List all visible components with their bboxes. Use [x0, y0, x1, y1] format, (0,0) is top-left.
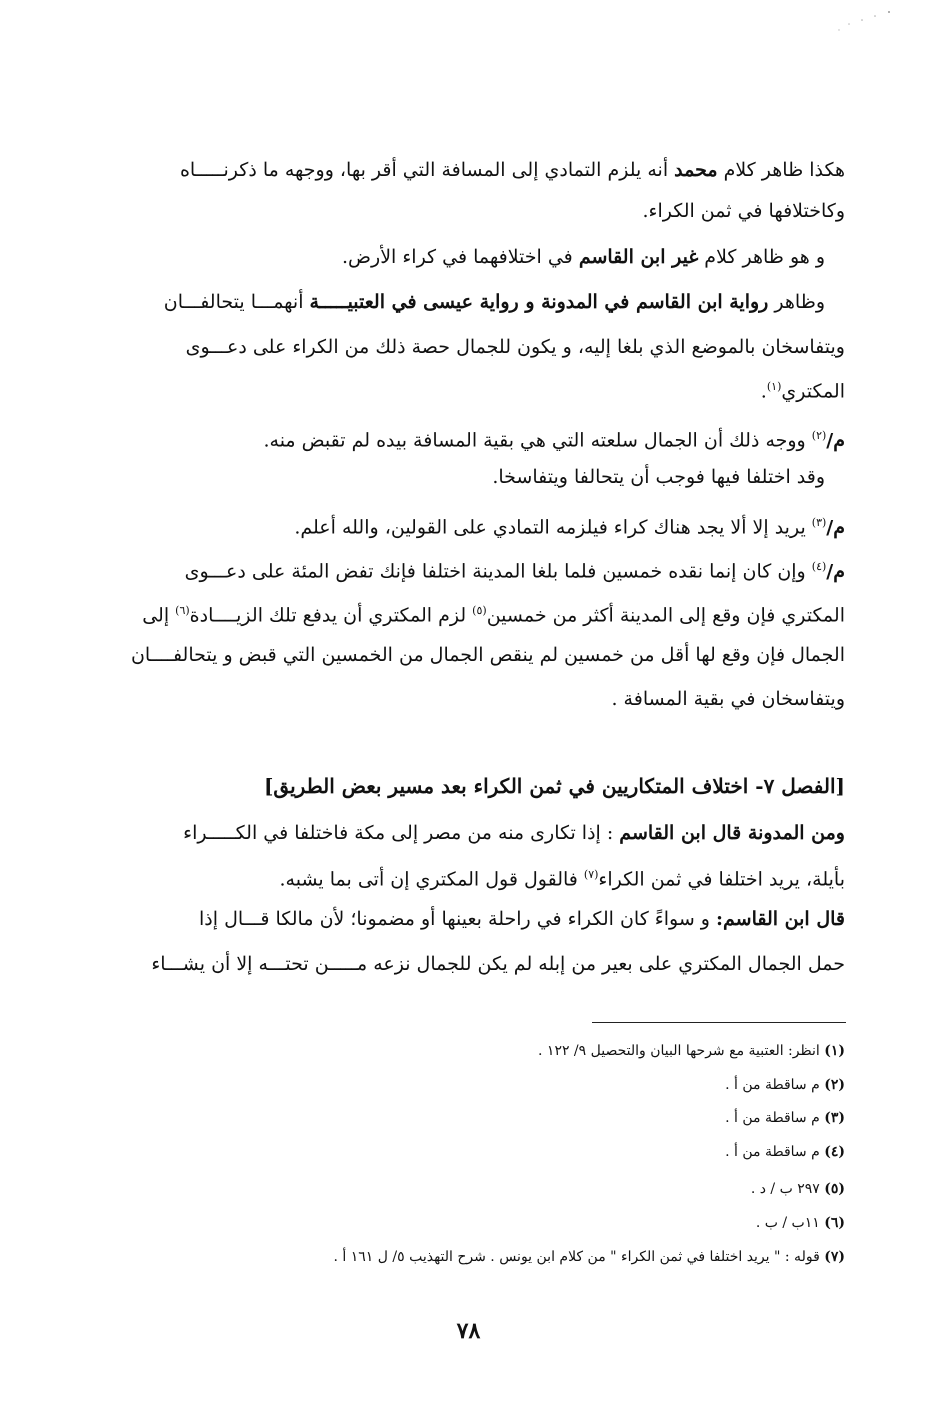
- text-span: أنه يلزم التمادي إلى المسافة التي أقر بها، ووجهه ما ذكرنـــــاه: [179, 159, 675, 181]
- heading-text: [الفصل ٧- اختلاف المتكاريين في ثمن الكراء بعد مسير بعض الطريق]: [263, 774, 845, 798]
- footnote-number: (٧): [824, 1249, 845, 1265]
- footnote-number: (٣): [824, 1110, 845, 1126]
- text-span: بأيلة، يريد اختلفا في ثمن الكراء: [598, 868, 845, 891]
- text-span: ويتفاسخان بالموضع الذي بلغا إليه، و يكون للجمال حصة ذلك من الكراء على دعـــوى: [185, 336, 845, 358]
- manuscript-marker: م/: [826, 516, 845, 539]
- footnote-ref[interactable]: (٧): [583, 868, 599, 881]
- footnote: [725, 1074, 845, 1096]
- footnote-number: (٥): [824, 1181, 845, 1197]
- footnote-ref[interactable]: (٥): [472, 604, 487, 617]
- bold-name: محمد: [674, 159, 718, 181]
- section-heading: [264, 771, 845, 801]
- text-span: و هو ظاهر كلام: [698, 246, 825, 268]
- footnote-number: (٦): [824, 1215, 845, 1231]
- footnote-text: م ساقطة من أ .: [725, 1110, 825, 1126]
- body-line: [761, 372, 845, 406]
- footnote-text: م ساقطة من أ .: [725, 1144, 825, 1160]
- footnote: [538, 1040, 845, 1062]
- text-span: إلى: [142, 604, 176, 627]
- footnote-ref[interactable]: (٢): [811, 429, 827, 442]
- text-span: أنهمـــا يتحالفـــان: [163, 291, 310, 313]
- footnote-divider: [592, 1022, 846, 1023]
- text-span: في اختلافهما في كراء الأرض.: [342, 246, 579, 268]
- manuscript-marker: م/: [826, 429, 845, 452]
- footnote-ref[interactable]: (٦): [175, 604, 190, 617]
- body-line: [164, 287, 825, 317]
- body-line: [263, 421, 845, 455]
- text-span: الجمال فإن وقع لها أقل من خمسين لم ينقص الجمال من الخمسين التي قبض و يتحالفــــان: [130, 644, 845, 666]
- body-line: [280, 860, 846, 894]
- bold-name: قال ابن القاسم:: [716, 908, 845, 930]
- footnote-ref[interactable]: (٣): [811, 516, 827, 529]
- footnote-text: ١١ب / ب .: [755, 1215, 825, 1231]
- body-line: [611, 684, 845, 714]
- bold-name: رواية ابن القاسم في المدونة و رواية عيسى في العتبيـــــة: [309, 291, 769, 313]
- footnote-number: (٤): [824, 1144, 845, 1160]
- body-line: [199, 904, 845, 934]
- body-line: [492, 462, 825, 492]
- text-span: وظاهر: [768, 291, 825, 313]
- footnote-number: (١): [824, 1043, 845, 1059]
- footnote: [751, 1178, 845, 1200]
- footnote: [725, 1107, 845, 1129]
- text-span: المكتري فإن وقع إلى المدينة أكثر من خمسين: [486, 604, 845, 627]
- footnote-ref[interactable]: (١): [766, 380, 782, 393]
- bold-name: غير ابن القاسم: [578, 246, 699, 268]
- body-line: [185, 552, 845, 586]
- page-number: ٧٨: [456, 1318, 481, 1344]
- body-line: [642, 196, 845, 226]
- footnote: [725, 1141, 845, 1163]
- text-span: يريد إلا ألا يجد هناك كراء فيلزمه التمادي على القولين، والله أعلم.: [294, 516, 812, 539]
- text-span: لزم المكتري أن يدفع تلك الزيــــادة: [189, 604, 473, 627]
- body-line: [186, 332, 845, 362]
- body-line: [294, 508, 845, 542]
- text-span: المكتري: [781, 380, 845, 403]
- footnote-number: (٢): [824, 1077, 845, 1093]
- text-span: وقد اختلفا فيها فوجب أن يتحالفا ويتفاسخا.: [492, 466, 825, 488]
- footnote-text: ٢٩٧ ب / د .: [750, 1181, 825, 1197]
- text-span: و سواءً كان الكراء في راحلة بعينها أو مضمونا؛ لأن مالكا قـــال إذا: [199, 908, 717, 930]
- footnote-text: م ساقطة من أ .: [725, 1077, 825, 1093]
- body-line: [142, 596, 845, 630]
- body-line: [151, 949, 845, 979]
- body-line: [183, 818, 845, 848]
- text-span: ويتفاسخان في بقية المسافة .: [611, 688, 845, 710]
- body-line: [342, 242, 825, 272]
- text-span: ووجه ذلك أن الجمال سلعته التي هي بقية المسافة بيده لم تقبض منه.: [263, 429, 812, 452]
- scan-noise-marks: [827, 8, 897, 48]
- text-span: : إذا تكارى منه من مصر إلى مكة فاختلفا في الكـــــراء: [183, 822, 620, 844]
- footnote-ref[interactable]: (٤): [811, 560, 827, 573]
- text-span: هكذا ظاهر كلام: [717, 159, 845, 181]
- footnote: [756, 1212, 845, 1234]
- body-line: [131, 640, 845, 670]
- footnote-text: انظر: العتبية مع شرحها البيان والتحصيل ٩/ ١٢٢ .: [538, 1043, 825, 1059]
- text-span: فالقول قول المكتري إن أتى بما يشبه.: [279, 868, 584, 891]
- footnote: [333, 1246, 845, 1268]
- manuscript-marker: م/: [826, 560, 845, 583]
- text-span: حمل الجمال المكتري على بعير من إبله لم يكن للجمال نزعه مـــــن تحتـــه إلا أن يشـــاء: [151, 953, 845, 975]
- text-span: .: [760, 380, 767, 403]
- bold-name: ومن المدونة قال ابن القاسم: [619, 822, 845, 844]
- text-span: وكاختلافها في ثمن الكراء.: [642, 200, 845, 222]
- text-span: وإن كان إنما نقده خمسين فلما بلغا المدينة اختلفا فإنك تفض المئة على دعـــوى: [184, 560, 812, 583]
- footnote-text: قوله : " يريد اختلفا في ثمن الكراء " من كلام ابن يونس . شرح التهذيب ٥/ ل ١٦١ أ .: [333, 1249, 825, 1265]
- body-line: [180, 155, 845, 185]
